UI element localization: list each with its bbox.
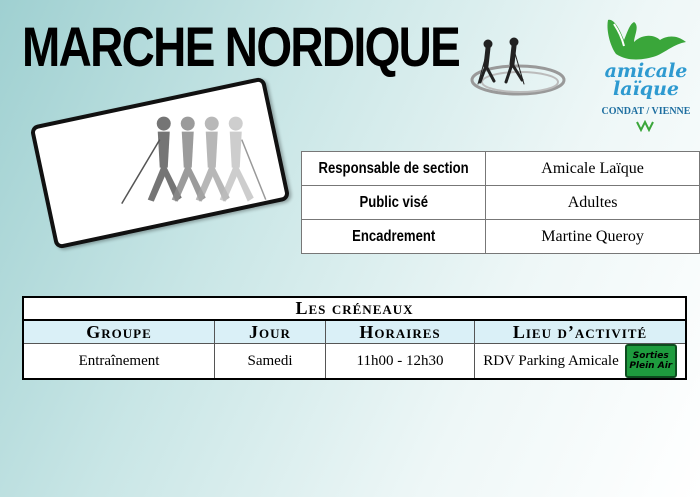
slots-caption-row [23,297,686,320]
logo-line-2: laïque [613,78,679,100]
slots-header-row [23,320,686,344]
header-lieu: Lieu d’activité [475,320,687,344]
info-value: Martine Queroy [486,220,700,254]
info-label [302,152,486,186]
header-jour: Jour [215,320,326,344]
badge-line-1: Sorties [632,351,669,361]
info-table [301,151,700,254]
info-label-text: Encadrement [352,227,436,245]
cell-horaires: 11h00 - 12h30 [326,344,475,380]
page-title: MARCHE NORDIQUE [22,15,460,78]
info-label [302,186,486,220]
info-value: Amicale Laïque [486,152,700,186]
logo-line-1: amicale [604,60,688,82]
logo-mark-icon [636,120,656,132]
info-row [302,186,700,220]
info-label-text: Responsable de section [318,159,469,177]
cell-groupe: Entraînement [23,344,215,380]
table-row [23,344,686,380]
hand-dove-icon [600,16,692,66]
slots-caption: Les créneaux [23,297,686,320]
slots-table [22,296,687,380]
cell-lieu [475,344,687,380]
logo-line-3: CONDAT / VIENNE [601,106,691,117]
header-horaires: Horaires [326,320,475,344]
info-label [302,220,486,254]
lieu-text: RDV Parking Amicale [483,352,619,369]
illustration-card [30,76,291,249]
nordic-walkers-icon [464,36,568,100]
cell-jour: Samedi [215,344,326,380]
info-row [302,220,700,254]
badge-line-2: Plein Air [629,361,673,371]
lieu-wrap [475,344,685,378]
sorties-plein-air-badge [625,344,677,378]
amicale-laique-logo [600,16,692,136]
header-groupe: Groupe [23,320,215,344]
info-value: Adultes [486,186,700,220]
info-row [302,152,700,186]
info-label-text: Public visé [359,193,428,211]
nordic-walking-silhouettes-icon [34,81,285,245]
